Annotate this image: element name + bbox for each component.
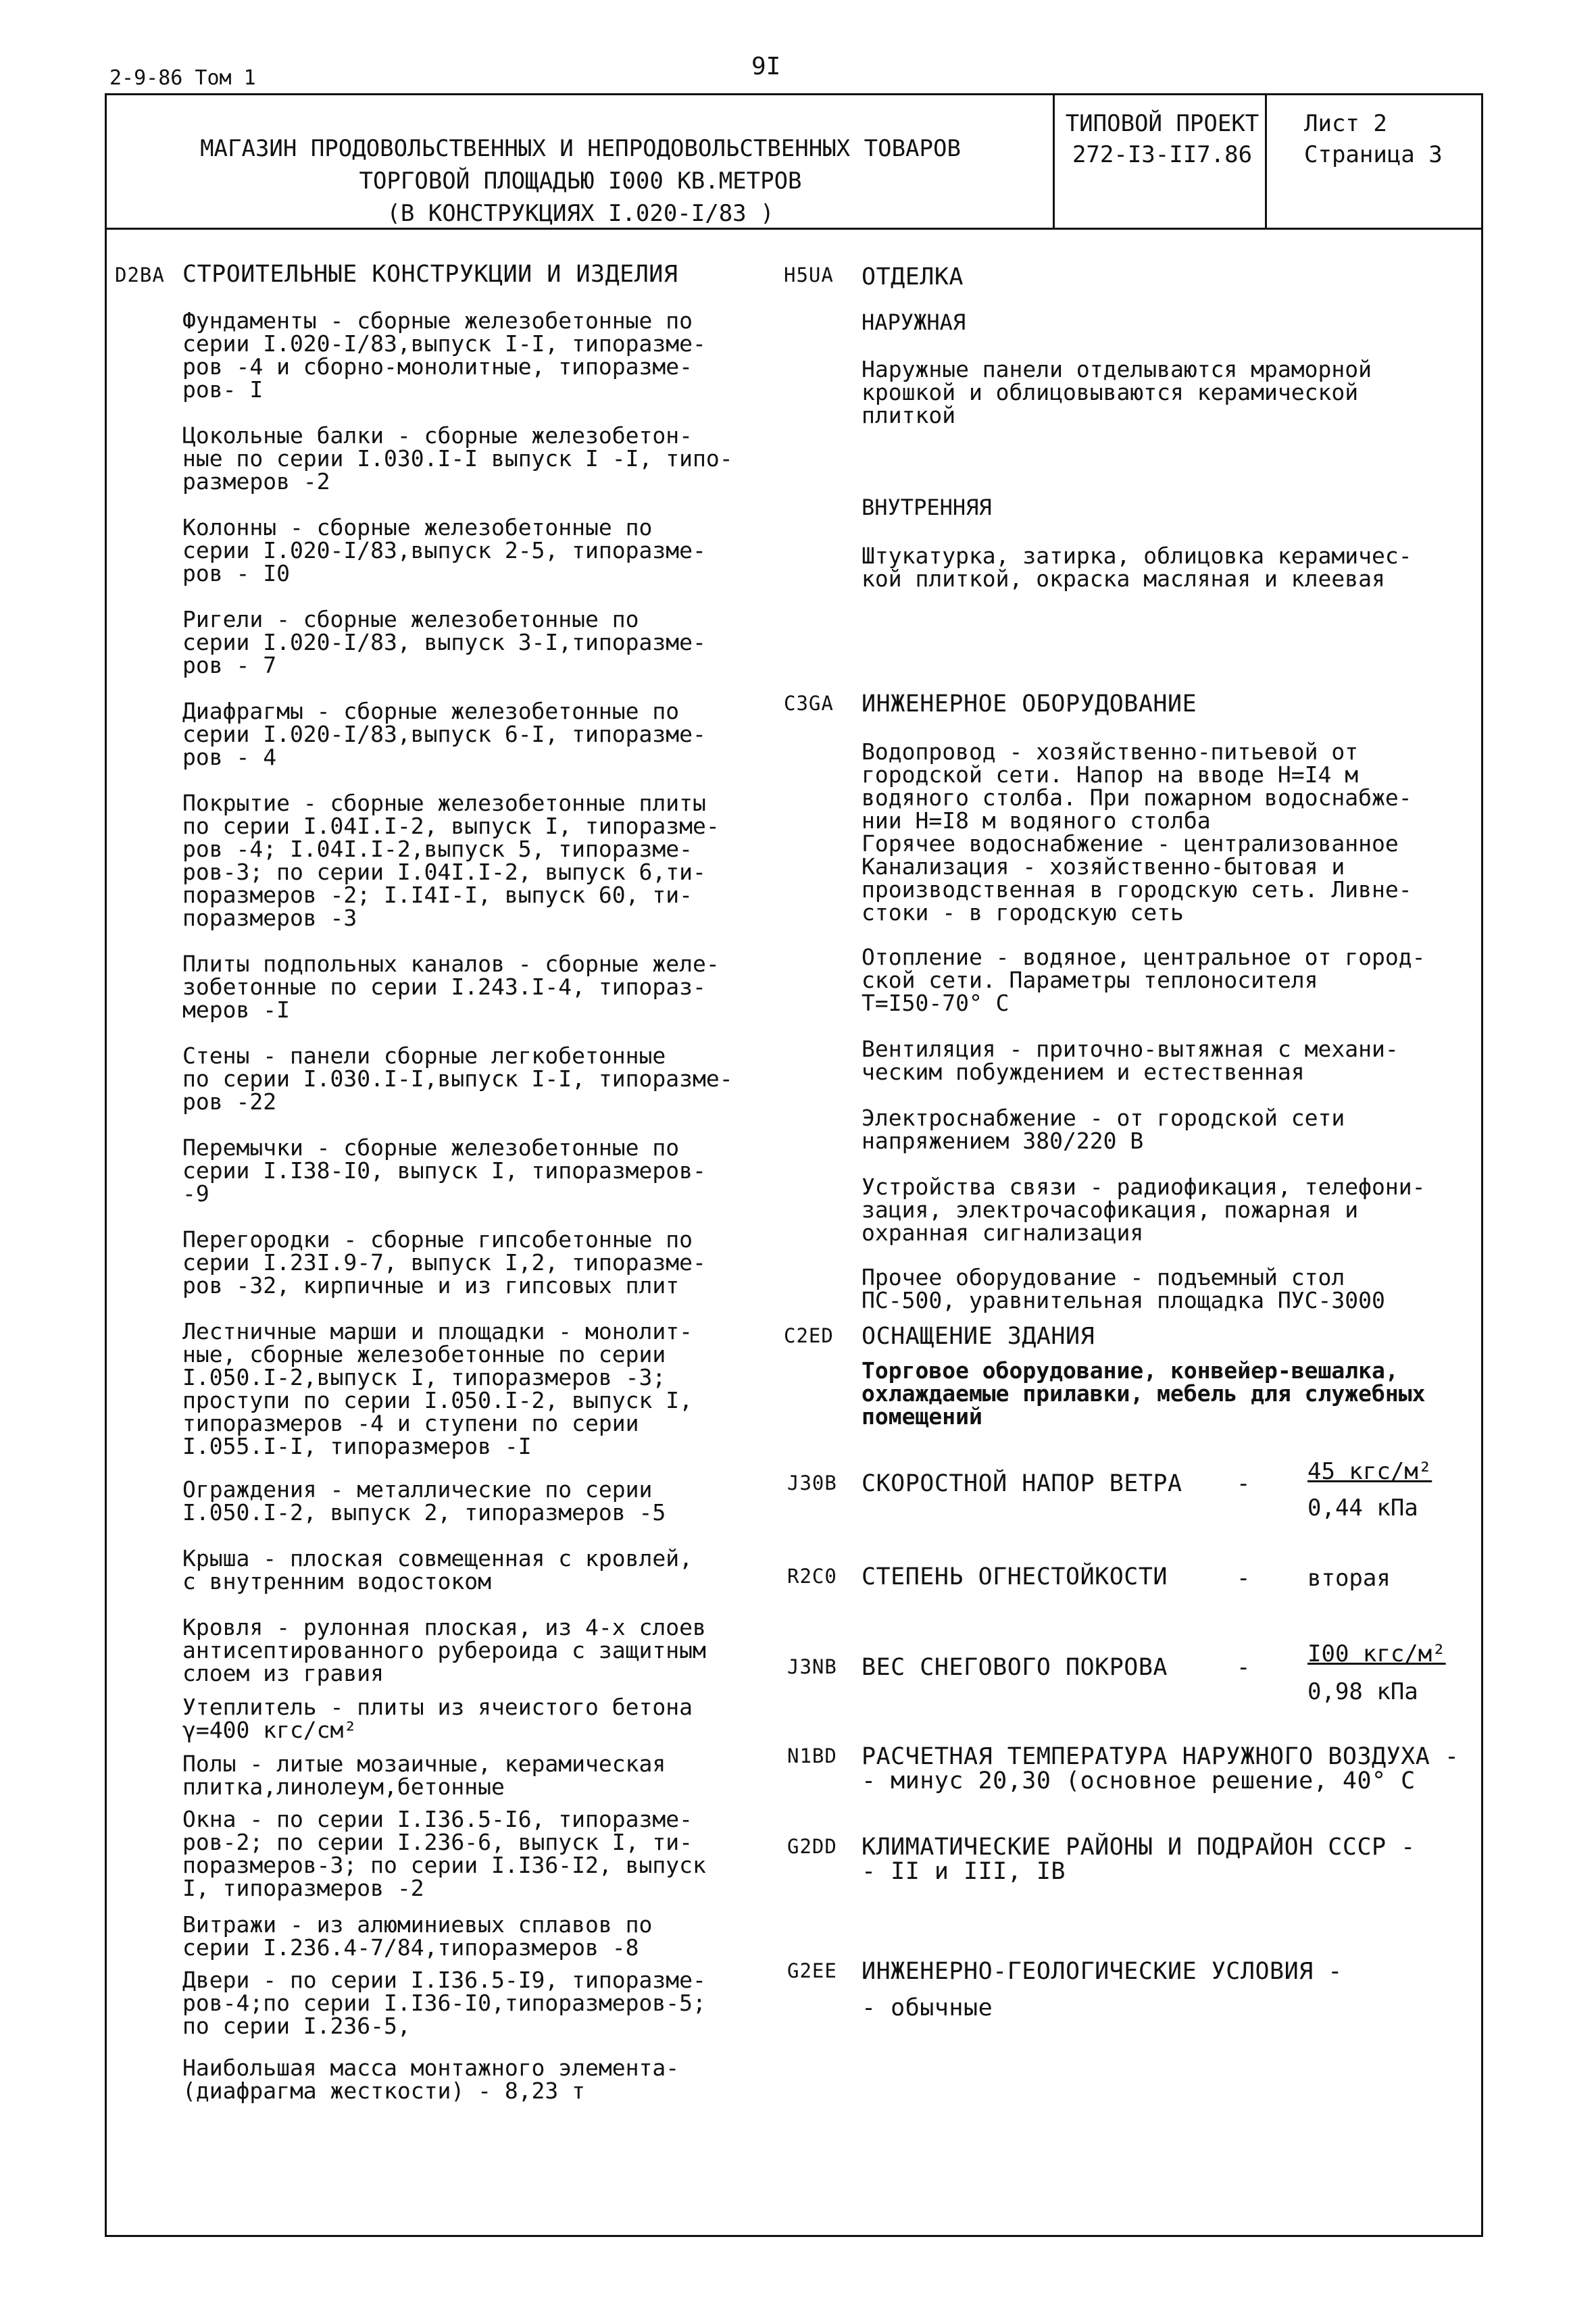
- section-heading-equipment: ОСНАЩЕНИЕ ЗДАНИЯ: [862, 1323, 1095, 1350]
- wind-code: J30B: [787, 1472, 837, 1494]
- project-label: ТИПОВОЙ ПРОЕКТ: [1065, 110, 1260, 137]
- engineering-item: Водопровод - хозяйственно-питьевой от городской сети. Напор на вводе Н=I4 м водяного столба. При пожарном водоснабже- нии Н=I8 м водяного столба Горячее водоснабжение - централизованное Канализация - хозяйственно-бытовая и производственная в городскую сеть. Ливне- стоки - в городскую сеть: [862, 738, 1412, 926]
- structures-item: Двери - по серии I.I36.5-I9, типоразме- ров-4;по серии I.I36-I0,типоразмеров-5; по серии I.236-5,: [182, 1967, 706, 2039]
- structures-item: Крыша - плоская совмещенная с кровлей, с внутренним водостоком: [182, 1545, 693, 1594]
- structures-item: Полы - литые мозаичные, керамическая плитка,линолеум,бетонные: [182, 1751, 666, 1800]
- finish-outer-label: НАРУЖНАЯ: [862, 309, 966, 335]
- frame-right-line: [1481, 93, 1483, 2236]
- fire-code: R2C0: [787, 1565, 837, 1588]
- wind-dash: -: [1237, 1470, 1251, 1497]
- section-code-engineering: C3GA: [784, 692, 834, 715]
- structures-item: Покрытие - сборные железобетонные плиты по серии I.04I.I-2, выпуск I, типоразме- ров -4; I.04I.I-2,выпуск 5, типоразме- ров-3; по серии I.04I.I-2, выпуск 6,ти- поразмеров -2; I.I4I-I, выпуск 60, ти- поразмеров -3: [182, 790, 720, 931]
- title-line-3: (В КОНСТРУКЦИЯХ I.020-I/83 ): [386, 200, 774, 227]
- climate-code: G2DD: [787, 1835, 837, 1858]
- fire-value: вторая: [1307, 1565, 1391, 1592]
- snow-code: J3NB: [787, 1655, 837, 1678]
- project-number: 272-I3-II7.86: [1072, 141, 1253, 168]
- climate-line-1: КЛИМАТИЧЕСКИЕ РАЙОНЫ И ПОДРАЙОН СССР -: [862, 1834, 1416, 1861]
- page-label: Страница 3: [1304, 141, 1443, 168]
- temp-code: N1BD: [787, 1744, 837, 1767]
- structures-item: Перегородки - сборные гипсобетонные по серии I.23I.9-7, выпуск I,2, типоразме- ров -32, кирпичные и из гипсовых плит: [182, 1226, 706, 1299]
- section-heading-finish: ОТДЕЛКА: [862, 263, 964, 291]
- engineering-item: Прочее оборудование - подъемный стол ПС-500, уравнительная площадка ПУС-3000: [862, 1264, 1385, 1313]
- frame-bottom-line: [105, 2235, 1483, 2237]
- fire-dash: -: [1237, 1565, 1251, 1592]
- section-code-structures: D2BA: [115, 263, 165, 286]
- structures-item: Витражи - из алюминиевых сплавов по серии I.236.4-7/84,типоразмеров -8: [182, 1911, 653, 1961]
- structures-item: Утеплитель - плиты из ячеистого бетона γ=400 кгс/см²: [182, 1694, 693, 1743]
- engineering-item: Вентиляция - приточно-вытяжная с механи- ческим побуждением и естественная: [862, 1036, 1399, 1085]
- snow-value-kpa: 0,98 кПа: [1307, 1678, 1418, 1705]
- wind-value-kgs: 45 кгс/м²: [1307, 1458, 1432, 1485]
- structures-item: Диафрагмы - сборные железобетонные по серии I.020-I/83,выпуск 6-I, типоразме- ров - 4: [182, 698, 706, 770]
- sheet-cell: [1304, 108, 1480, 170]
- structures-item: Окна - по серии I.I36.5-I6, типоразме- ров-2; по серии I.236-6, выпуск I, ти- поразмеров-3; по серии I.I36-I2, выпуск I, типоразмеров -2: [182, 1806, 706, 1901]
- sheet-label: Лист 2: [1304, 110, 1387, 137]
- structures-item: Кровля - рулонная плоская, из 4-х слоев антисептированного рубероида с защитным слоем из гравия: [182, 1614, 706, 1686]
- temp-line-2: - минус 20,30 (основное решение, 40° С: [862, 1767, 1416, 1794]
- title-divider-1: [1053, 93, 1055, 230]
- equipment-text: Торговое оборудование, конвейер-вешалка, охлаждаемые прилавки, мебель для служебных помещений: [862, 1357, 1426, 1430]
- finish-outer-text: Наружные панели отделываются мраморной крошкой и облицовываются керамической плиткой: [862, 356, 1372, 428]
- finish-inner-text: Штукатурка, затирка, облицовка керамичес- кой плиткой, окраска масляная и клеевая: [862, 543, 1412, 592]
- structures-item: Лестничные марши и площадки - монолит- ные, сборные железобетонные по серии I.050.I-2,выпуск I, типоразмеров -3; проступи по серии I.050.I-2, выпуск I, типоразмеров -4 и ступени по серии I.055.I-I, типоразмеров -I: [182, 1318, 693, 1459]
- title-line-1: МАГАЗИН ПРОДОВОЛЬСТВЕННЫХ И НЕПРОДОВОЛЬСТВЕННЫХ ТОВАРОВ: [200, 135, 961, 162]
- title-line-2: ТОРГОВОЙ ПЛОЩАДЬЮ I000 КВ.МЕТРОВ: [359, 168, 802, 195]
- engineering-item: Устройства связи - радиофикация, телефони- зация, электрочасофикация, пожарная и охранная сигнализация: [862, 1174, 1426, 1246]
- geology-line-1: ИНЖЕНЕРНО-ГЕОЛОГИЧЕСКИЕ УСЛОВИЯ -: [862, 1958, 1343, 1985]
- wind-label: СКОРОСТНОЙ НАПОР ВЕТРА: [862, 1470, 1182, 1497]
- section-code-finish: H5UA: [784, 263, 834, 286]
- structures-item: Перемычки - сборные железобетонные по серии I.I38-I0, выпуск I, типоразмеров- -9: [182, 1134, 706, 1207]
- engineering-item: Электроснабжение - от городской сети напряжением 380/220 В: [862, 1105, 1345, 1154]
- frame-left-line: [105, 230, 107, 2236]
- section-heading-engineering: ИНЖЕНЕРНОЕ ОБОРУДОВАНИЕ: [862, 690, 1197, 718]
- structures-item: Ограждения - металлические по серии I.050.I-2, выпуск 2, типоразмеров -5: [182, 1476, 666, 1526]
- fire-label: СТЕПЕНЬ ОГНЕСТОЙКОСТИ: [862, 1563, 1168, 1590]
- snow-value-kgs: I00 кгс/м²: [1307, 1640, 1446, 1667]
- wind-value-kpa: 0,44 кПа: [1307, 1494, 1418, 1521]
- doc-reference: 2-9-86 Том 1: [109, 66, 256, 90]
- structures-item: Колонны - сборные железобетонные по серии I.020-I/83,выпуск 2-5, типоразме- ров - I0: [182, 514, 706, 586]
- title-divider-2: [1265, 93, 1267, 230]
- temp-line-1: РАСЧЕТНАЯ ТЕМПЕРАТУРА НАРУЖНОГО ВОЗДУХА -: [862, 1743, 1460, 1770]
- structures-item: Наибольшая масса монтажного элемента- (диафрагма жесткости) - 8,23 т: [182, 2055, 680, 2104]
- structures-item: Плиты подпольных каналов - сборные желе- зобетонные по серии I.243.I-4, типораз- меров -I: [182, 951, 720, 1023]
- structures-item: Фундаменты - сборные железобетонные по серии I.020-I/83,выпуск I-I, типоразме- ров -4 и сборно-монолитные, типоразме- ров- I: [182, 307, 706, 403]
- finish-inner-label: ВНУТРЕННЯЯ: [862, 495, 992, 520]
- section-heading-structures: СТРОИТЕЛЬНЫЕ КОНСТРУКЦИИ И ИЗДЕЛИЯ: [182, 261, 678, 288]
- snow-dash: -: [1237, 1654, 1251, 1681]
- geology-line-2: - обычные: [862, 1994, 993, 2021]
- project-cell: [1064, 108, 1260, 170]
- engineering-item: Отопление - водяное, центральное от город- ской сети. Параметры теплоносителя Т=I50-70° С: [862, 944, 1426, 1016]
- section-code-equipment: C2ED: [784, 1324, 834, 1347]
- structures-item: Ригели - сборные железобетонные по серии I.020-I/83, выпуск 3-I,типоразме- ров - 7: [182, 606, 706, 678]
- geology-code: G2EE: [787, 1959, 837, 1982]
- page-number: 9I: [751, 53, 781, 80]
- structures-item: Стены - панели сборные легкобетонные по серии I.030.I-I,выпуск I-I, типоразме- ров -22: [182, 1042, 733, 1115]
- snow-label: ВЕС СНЕГОВОГО ПОКРОВА: [862, 1654, 1168, 1681]
- title-block-text: [108, 132, 1053, 230]
- structures-item: Цокольные балки - сборные железобетон- ные по серии I.030.I-I выпуск I -I, типо- размеров -2: [182, 422, 733, 495]
- climate-line-2: - II и III, IВ: [862, 1858, 1066, 1885]
